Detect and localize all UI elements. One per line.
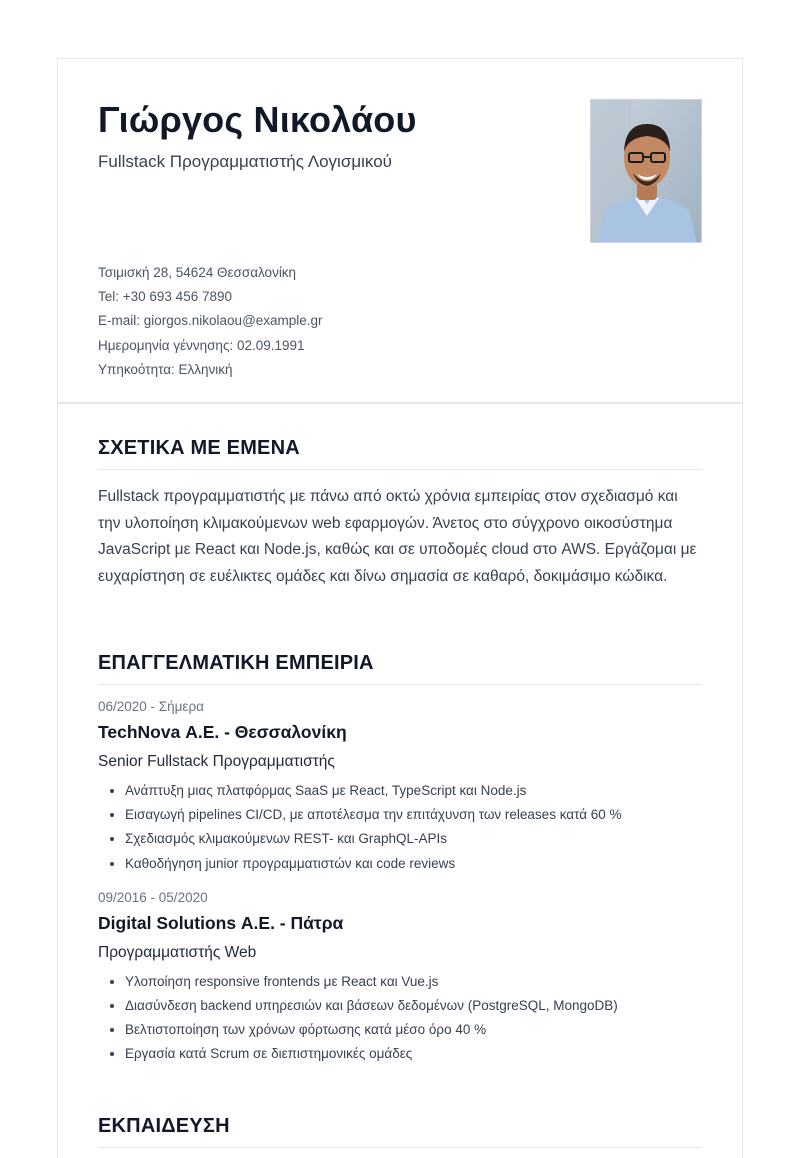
job-bullet: • Εισαγωγή pipelines CI/CD, με αποτέλεσμα την επιτάχυνση των releases κατά 60 % xyxy=(125,803,702,827)
job-date: 09/2016 - 05/2020 xyxy=(98,889,208,905)
contact-address: Τσιμισκή 28, 54624 Θεσσαλονίκη xyxy=(98,265,297,280)
education-heading: ΕΚΠΑΙΔΕΥΣΗ xyxy=(98,1115,702,1148)
job-bullet: • Καθοδήγηση junior προγραμματιστών και code reviews xyxy=(125,852,702,876)
experience-heading: ΕΠΑΓΓΕΛΜΑΤΙΚΗ ΕΜΠΕΙΡΙΑ xyxy=(98,652,702,685)
job-bullet: • Σχεδιασμός κλιμακούμενων REST- και GraphQL-APIs xyxy=(125,827,702,851)
job-entry xyxy=(98,890,702,1067)
job-bullet: • Εργασία κατά Scrum σε διεπιστημονικές ομάδες xyxy=(125,1042,702,1066)
job-date: 06/2020 - Σήμερα xyxy=(98,699,204,714)
person-name: Γιώργος Νικολάου xyxy=(98,99,417,140)
profile-photo-image xyxy=(591,100,702,243)
job-entry xyxy=(98,699,702,876)
experience-section xyxy=(98,652,702,1067)
cv-page xyxy=(57,58,743,1158)
contact-email: E-mail: giorgos.nikolaou@example.gr xyxy=(98,313,323,329)
job-bullets xyxy=(98,779,702,876)
about-section xyxy=(98,437,702,590)
contact-birthdate: Ημερομηνία γέννησης: 02.09.1991 xyxy=(98,337,305,353)
about-heading: ΣΧΕΤΙΚΑ ΜΕ ΕΜΕΝΑ xyxy=(98,437,702,470)
job-bullet: • Ανάπτυξη μιας πλατφόρμας SaaS με React, TypeScript και Node.js xyxy=(125,779,702,803)
contact-phone: Tel: +30 693 456 7890 xyxy=(98,289,232,305)
about-text: Fullstack προγραμματιστής με πάνω από οκτώ χρόνια εμπειρίας στον σχεδιασμό και την υλοποίηση κλιμακούμενων web εφαρμογών. Άνετος στο σύγχρονο οικοσύστημα JavaScript με React και Node.js, καθώς και σε υποδομές cloud στο AWS. Εργάζομαι με ευχαρίστηση σε ευέλικτες ομάδες και δίνω σημασία σε καθαρό, δοκιμάσιμο κώδικα. xyxy=(98,488,697,585)
profile-photo xyxy=(590,99,702,243)
job-company: Digital Solutions Α.Ε. - Πάτρα xyxy=(98,912,344,933)
contact-nationality: Υπηκοότητα: Ελληνική xyxy=(98,361,233,377)
job-bullets xyxy=(98,970,702,1067)
job-company: TechNova Α.Ε. - Θεσσαλονίκη xyxy=(98,722,347,742)
job-bullet: • Υλοποίηση responsive frontends με React και Vue.js xyxy=(125,970,702,994)
contact-info xyxy=(98,261,323,382)
job-bullet: • Βελτιστοποίηση των χρόνων φόρτωσης κατά μέσο όρο 40 % xyxy=(125,1018,702,1042)
job-bullet: • Διασύνδεση backend υπηρεσιών και βάσεων δεδομένων (PostgreSQL, MongoDB) xyxy=(125,994,702,1018)
education-section xyxy=(98,1115,702,1148)
cv-header xyxy=(58,59,742,404)
person-title: Fullstack Προγραμματιστής Λογισμικού xyxy=(98,152,392,171)
job-role: Senior Fullstack Προγραμματιστής xyxy=(98,753,335,770)
job-role: Προγραμματιστής Web xyxy=(98,943,257,961)
